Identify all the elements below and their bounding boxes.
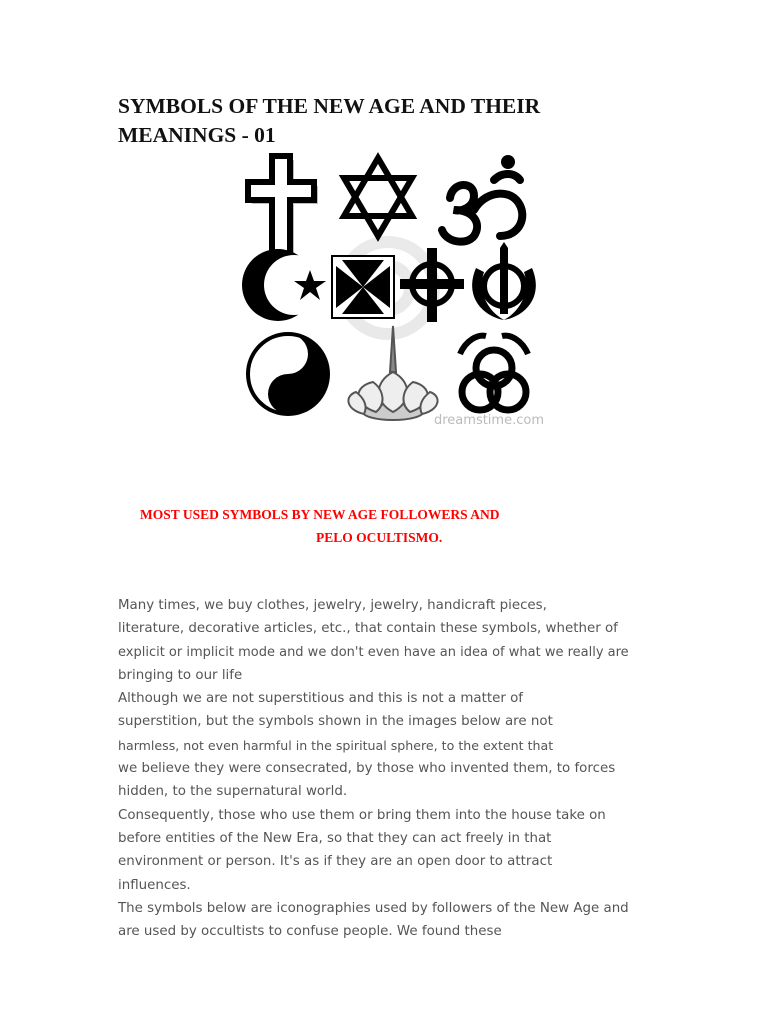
body-line: The symbols below are iconographies used by followers of the New Age and: [118, 900, 629, 916]
body-line: harmless, not even harmful in the spiritual sphere, to the extent that: [118, 737, 554, 753]
subtitle-line-2: PELO OCULTISMO.: [316, 530, 443, 545]
body-line: we believe they were consecrated, by those who invented them, to forces: [118, 761, 616, 777]
star-of-david-icon: [344, 158, 412, 236]
watermark-text: dreamstime.com: [434, 413, 544, 428]
symbols-figure: [238, 150, 544, 432]
body-text: [118, 594, 658, 943]
body-line: superstition, but the symbols shown in the images below are not: [118, 714, 553, 730]
body-line: environment or person. It's as if they are an open door to attract: [118, 854, 553, 870]
yin-yang-icon: [248, 334, 328, 414]
title-line-1: SYMBOLS OF THE NEW AGE AND THEIR: [118, 94, 541, 118]
symbols-image: [238, 150, 544, 432]
body-line: Many times, we buy clothes, jewelry, jewelry, handicraft pieces,: [118, 598, 547, 613]
lotus-icon: [348, 326, 437, 420]
cross-icon: [248, 156, 318, 258]
body-line: Consequently, those who use them or bring them into the house take on: [118, 807, 606, 823]
om-icon: [442, 159, 522, 242]
body-line: hidden, to the supernatural world.: [118, 784, 348, 800]
celtic-cross-icon: [400, 248, 464, 322]
body-line: bringing to our life: [118, 667, 243, 683]
page-title: [118, 92, 678, 150]
title-line-2: MEANINGS - 01: [118, 123, 276, 147]
maltese-cross-icon: [332, 256, 394, 318]
body-line: Although we are not superstitious and this is not a matter of: [118, 691, 524, 707]
body-line: explicit or implicit mode and we don't even have an idea of what we really are: [118, 644, 629, 660]
body-line: before entities of the New Era, so that they can act freely in that: [118, 830, 552, 846]
khanda-icon: [472, 242, 536, 320]
crescent-star-icon: [242, 249, 326, 321]
body-line: are used by occultists to confuse people. We found these: [118, 924, 502, 940]
triquetra-icon: [460, 336, 528, 410]
body-line: influences.: [118, 877, 191, 893]
subtitle-line-1: MOST USED SYMBOLS BY NEW AGE FOLLOWERS AND: [140, 507, 500, 522]
body-line: literature, decorative articles, etc., that contain these symbols, whether of: [118, 621, 618, 637]
